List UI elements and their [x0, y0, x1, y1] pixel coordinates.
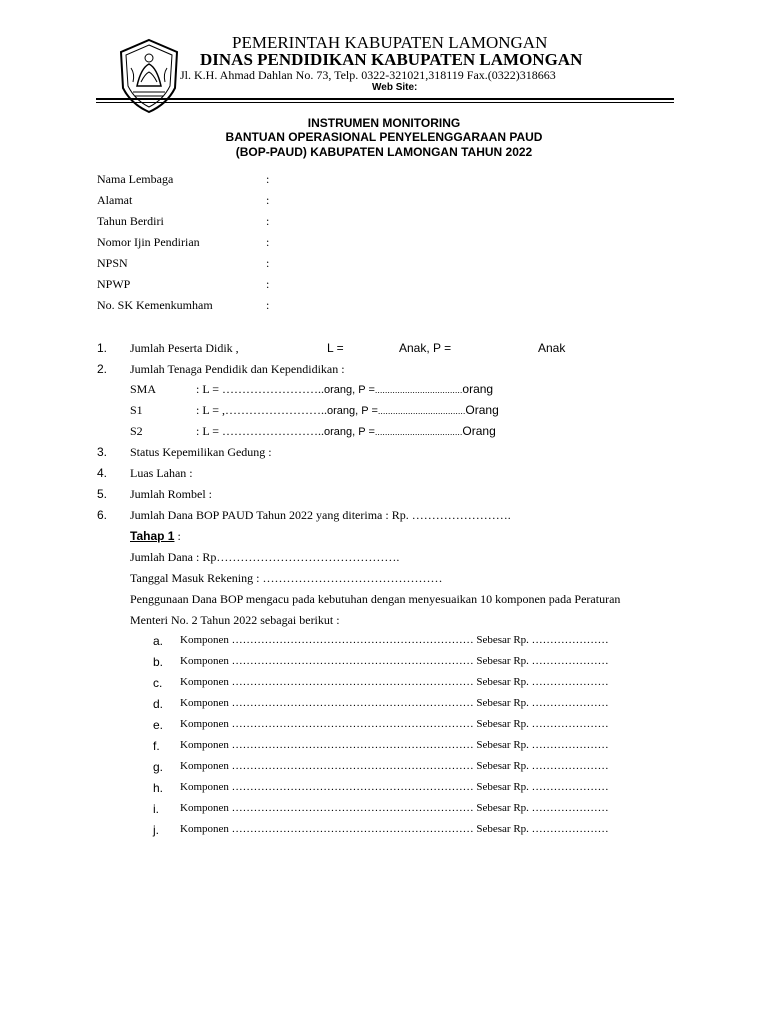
component-line: Komponen ………………………………………………………… Sebesar Rp. …………………	[180, 676, 609, 688]
item-text: Jumlah Dana BOP PAUD Tahun 2022 yang diterima : Rp. …………………….	[130, 508, 511, 522]
item-text: Jumlah Peserta Didik ,	[130, 341, 239, 355]
staff-count-row: : L = ……………………..orang, P =...................................orang	[196, 382, 494, 396]
component-letter: h.	[153, 781, 164, 795]
component-letter: g.	[153, 760, 164, 774]
field-colon: :	[266, 214, 270, 228]
student-female-label: Anak, P =	[399, 341, 452, 355]
student-male-label: L =	[327, 341, 344, 355]
tahap-heading: Tahap 1 :	[130, 529, 181, 543]
component-letter: j.	[153, 823, 159, 837]
item-number: 1.	[97, 341, 108, 355]
field-label: NPWP	[97, 277, 131, 291]
component-letter: d.	[153, 697, 164, 711]
student-unit-label: Anak	[538, 341, 566, 355]
component-line: Komponen ………………………………………………………… Sebesar Rp. …………………	[180, 760, 609, 772]
item-number: 5.	[97, 487, 108, 501]
component-line: Komponen ………………………………………………………… Sebesar Rp. …………………	[180, 634, 609, 646]
government-name: PEMERINTAH KABUPATEN LAMONGAN	[232, 33, 548, 52]
component-line: Komponen ………………………………………………………… Sebesar Rp. …………………	[180, 823, 609, 835]
item-text: Status Kepemilikan Gedung :	[130, 445, 272, 459]
website-label: Web Site:	[372, 82, 418, 93]
component-line: Komponen ………………………………………………………… Sebesar Rp. …………………	[180, 781, 609, 793]
component-line: Komponen ………………………………………………………… Sebesar Rp. …………………	[180, 697, 609, 709]
field-label: Nomor Ijin Pendirian	[97, 235, 200, 249]
document-title-1: INSTRUMEN MONITORING	[307, 116, 461, 130]
item-number: 6.	[97, 508, 108, 522]
item-text: Jumlah Tenaga Pendidik dan Kependidikan :	[130, 362, 345, 376]
component-letter: i.	[153, 802, 159, 816]
item-number: 4.	[97, 466, 108, 480]
header-rule-thick	[96, 98, 674, 100]
field-colon: :	[266, 256, 270, 270]
tahap-usage-line1: Penggunaan Dana BOP mengacu pada kebutuhan dengan menyesuaikan 10 komponen pada Peraturan	[130, 592, 621, 606]
field-colon: :	[266, 298, 270, 312]
field-label: Alamat	[97, 193, 133, 207]
component-line: Komponen ………………………………………………………… Sebesar Rp. …………………	[180, 718, 609, 730]
staff-level: S1	[130, 403, 143, 417]
department-address: Jl. K.H. Ahmad Dahlan No. 73, Telp. 0322-321021,318119 Fax.(0322)318663	[180, 68, 556, 82]
component-letter: e.	[153, 718, 164, 732]
component-line: Komponen ………………………………………………………… Sebesar Rp. …………………	[180, 802, 609, 814]
department-name: DINAS PENDIDIKAN KABUPATEN LAMONGAN	[200, 50, 583, 69]
field-colon: :	[266, 277, 270, 291]
tahap-usage-line2: Menteri No. 2 Tahun 2022 sebagai berikut :	[130, 613, 340, 627]
staff-level: SMA	[130, 382, 157, 396]
tahap-tanggal: Tanggal Masuk Rekening : ………………………………………	[130, 571, 443, 585]
tahap-dana: Jumlah Dana : Rp……………………………………….	[130, 550, 400, 564]
staff-level: S2	[130, 424, 143, 438]
item-number: 2.	[97, 362, 108, 376]
field-colon: :	[266, 172, 270, 186]
component-letter: b.	[153, 655, 164, 669]
component-letter: c.	[153, 676, 163, 690]
field-label: Nama Lembaga	[97, 172, 174, 186]
field-label: No. SK Kemenkumham	[97, 298, 213, 312]
staff-count-row: : L = ,……………………..orang, P =...................................Orang	[196, 403, 499, 417]
component-line: Komponen ………………………………………………………… Sebesar Rp. …………………	[180, 739, 609, 751]
item-text: Jumlah Rombel :	[130, 487, 212, 501]
component-line: Komponen ………………………………………………………… Sebesar Rp. …………………	[180, 655, 609, 667]
field-colon: :	[266, 193, 270, 207]
field-colon: :	[266, 235, 270, 249]
document-title-2: BANTUAN OPERASIONAL PENYELENGGARAAN PAUD	[225, 130, 543, 144]
item-text: Luas Lahan :	[130, 466, 193, 480]
document-title-3: (BOP-PAUD) KABUPATEN LAMONGAN TAHUN 2022	[235, 145, 533, 159]
component-letter: f.	[153, 739, 160, 753]
staff-count-row: : L = ……………………..orang, P =...................................Orang	[196, 424, 496, 438]
component-letter: a.	[153, 634, 164, 648]
field-label: Tahun Berdiri	[97, 214, 164, 228]
item-number: 3.	[97, 445, 108, 459]
field-label: NPSN	[97, 256, 128, 270]
header-rule-thin	[96, 102, 674, 103]
